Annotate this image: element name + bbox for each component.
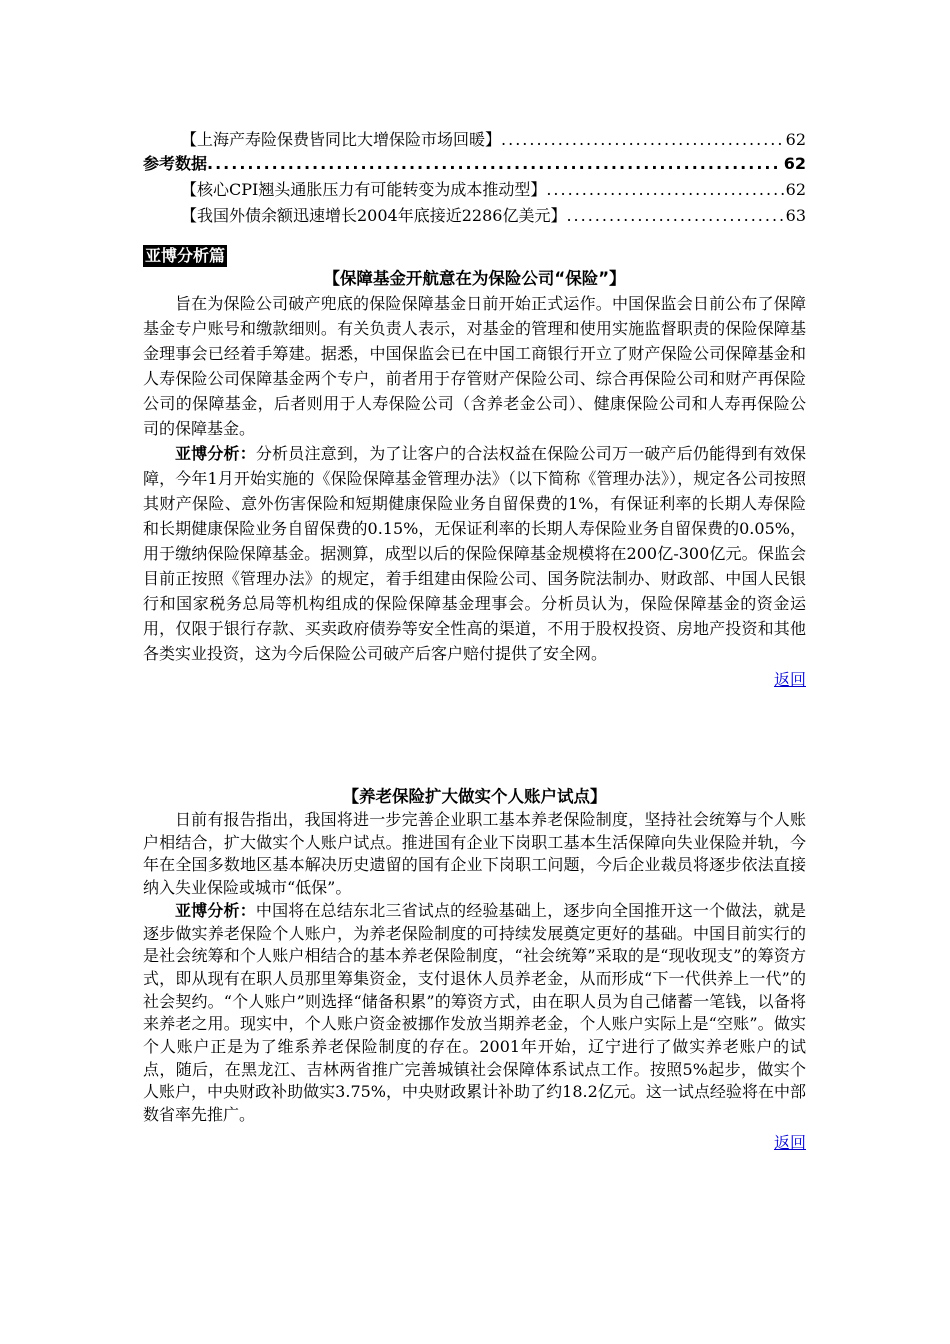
toc-entry-title: 【我国外债余额迅速增长2004年底接近2286亿美元】 (181, 206, 567, 225)
toc-dot-leader (501, 130, 784, 149)
back-link[interactable]: 返回 (773, 670, 806, 689)
toc-dot-leader (546, 180, 783, 199)
toc-dot-leader (566, 206, 783, 225)
article (143, 785, 806, 1155)
toc-dot-leader (207, 154, 782, 173)
analysis-label: 亚博分析： (175, 900, 256, 920)
toc-entry-title: 【核心CPI翘头通胀压力有可能转变为成本推动型】 (181, 180, 547, 199)
article-analysis (143, 900, 806, 1127)
toc-entry[interactable] (143, 203, 806, 227)
article-title: 【养老保险扩大做实个人账户试点】 (342, 787, 607, 806)
toc-entry-page: 62 (785, 130, 806, 149)
toc-entry-title: 参考数据 (143, 154, 208, 173)
analysis-text: 分析员注意到，为了让客户的合法权益在保险公司万一破产后仍能得到有效保障，今年1月开始实施的《保险保障基金管理办法》（以下简称《管理办法》），规定各公司按照其财产保险、意外伤害保险和短期健康保险业务自留保费的1%，有保证利率的长期人寿保险和长期健康保险业务自留保费的0.15%，无保证利率的长期人寿保险业务自留保费的0.05%，用于缴纳保险保障基金。据测算，成型以后的保险保障基金规模将在200亿-300亿元。保监会目前正按照《管理办法》的规定，着手组建由保险公司、国务院法制办、财政部、中国人民银行和国家税务总局等机构组成的保险保障基金理事会。分析员认为，保险保障基金的资金运用，仅限于银行存款、买卖政府债券等安全性高的渠道，不用于股权投资、房地产投资和其他各类实业投资，这为今后保险公司破产后客户赔付提供了安全网。 (143, 444, 806, 663)
toc-entry-page: 62 (783, 154, 806, 173)
analysis-text: 中国将在总结东北三省试点的经验基础上，逐步向全国推开这一个做法，就是逐步做实养老保险个人账户，为养老保险制度的可持续发展奠定更好的基础。中国目前实行的是社会统筹和个人账户相结合的基本养老保险制度，“社会统筹”采取的是“现收现支”的筹资方式，即从现有在职人员那里筹集资金，支付退休人员养老金，从而形成“下一代供养上一代”的社会契约。“个人账户”则选择“储备积累”的筹资方式，由在职人员为自己储蓄一笔钱，以备将来养老之用。现实中，个人账户资金被挪作发放当期养老金，个人账户实际上是“空账”。做实个人账户正是为了维系养老保险制度的存在。2001年开始，辽宁进行了做实养老账户的试点，随后，在黑龙江、吉林两省推广完善城镇社会保障体系试点工作。按照5%起步，做实个人账户，中央财政补助做实3.75%，中央财政累计补助了约18.2亿元。这一试点经验将在中部数省率先推广。 (143, 900, 806, 1125)
toc-entry-page: 63 (785, 206, 806, 225)
toc-entry[interactable] (143, 127, 806, 151)
article (143, 267, 806, 692)
section-label: 亚博分析篇 (145, 246, 226, 265)
article-body: 日前有报告指出，我国将进一步完善企业职工基本养老保险制度，坚持社会统筹与个人账户相结合，扩大做实个人账户试点。推进国有企业下岗职工基本生活保障向失业保险并轨，今年在全国多数地区基本解决历史遗留的国有企业下岗职工问题，今后企业裁员将逐步依法直接纳入失业保险或城市“低保”。 (143, 810, 806, 898)
toc-entry[interactable] (143, 151, 806, 175)
toc-entry-page: 62 (785, 180, 806, 199)
toc-entry-title: 【上海产寿险保费皆同比大增保险市场回暖】 (181, 130, 502, 149)
article-analysis (143, 441, 806, 666)
analysis-label: 亚博分析： (175, 444, 256, 463)
article-title: 【保障基金开航意在为保险公司“保险”】 (323, 269, 626, 288)
back-link[interactable]: 返回 (773, 1132, 806, 1152)
article-body: 旨在为保险公司破产兜底的保险保障基金日前开始正式运作。中国保监会日前公布了保障基金专户账号和缴款细则。有关负责人表示，对基金的管理和使用实施监督职责的保险保障基金理事会已经着手筹建。据悉，中国保监会已在中国工商银行开立了财产保险公司保障基金和人寿保险公司保障基金两个专户，前者用于存管财产保险公司、综合再保险公司和财产再保险公司的保障基金，后者则用于人寿保险公司（含养老金公司）、健康保险公司和人寿再保险公司的保障基金。 (143, 294, 806, 438)
toc-entry[interactable] (143, 177, 806, 201)
